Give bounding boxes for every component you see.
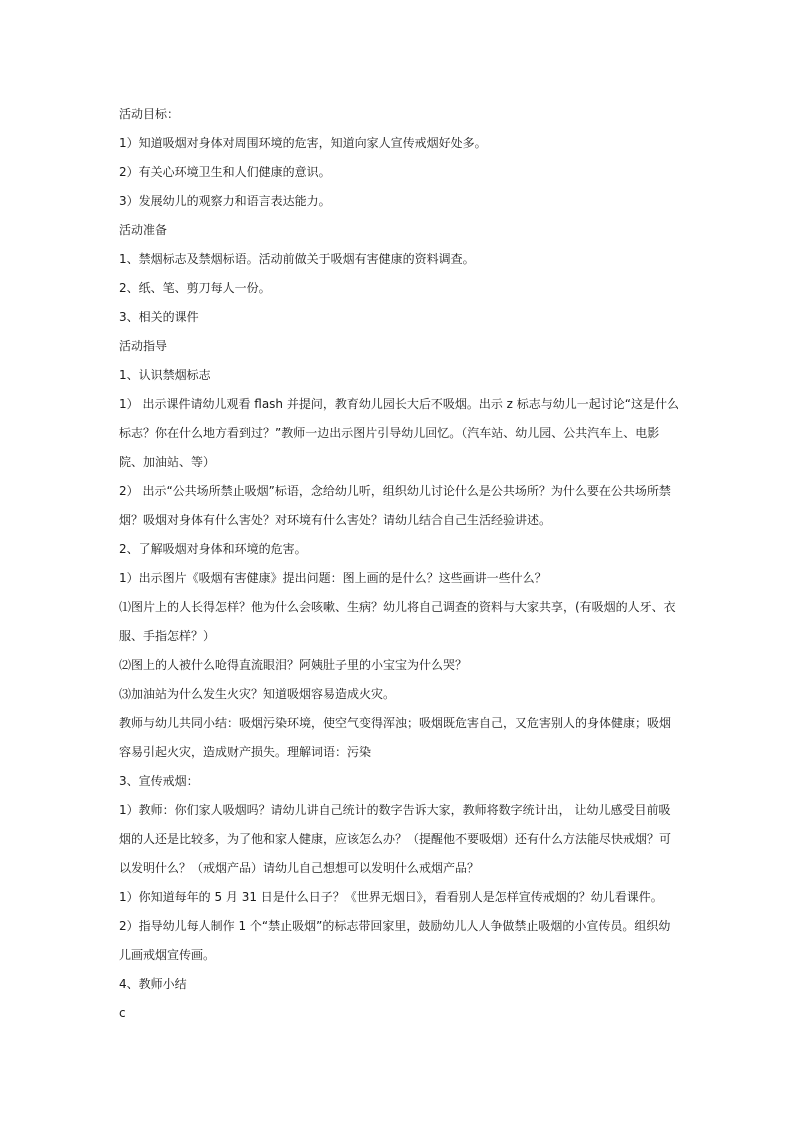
preparation-heading: 活动准备: [119, 223, 168, 237]
body-paragraph: ⑵图上的人被什么呛得直流眼泪？阿姨肚子里的小宝宝为什么哭？: [119, 658, 468, 672]
body-paragraph: ⑶加油站为什么发生火灾？知道吸烟容易造成火灾。: [119, 687, 396, 701]
preparation-item: 3、相关的课件: [119, 310, 199, 324]
guidance-heading: 活动指导: [119, 339, 168, 353]
body-paragraph: 1）出示图片《吸烟有害健康》提出问题：图上画的是什么？这些画讲一些什么？: [119, 571, 547, 585]
section-heading: 2、了解吸烟对身体和环境的危害。: [119, 542, 307, 556]
body-paragraph: 教师与幼儿共同小结：吸烟污染环境，使空气变得浑浊；吸烟既危害自己，又危害别人的身体健康；吸烟容易引起火灾，造成财产损失。理解词语：污染: [119, 716, 672, 759]
body-paragraph: 1）教师：你们家人吸烟吗？请幼儿讲自己统计的数字告诉大家，教师将数字统计出， 让幼儿感受目前吸烟的人还是比较多，为了他和家人健康，应该怎么办？（提醒他不要吸烟）还有什么方法能尽快戒烟？可以发明什么？（戒烟产品）请幼儿自己想想可以发明什么戒烟产品？: [119, 803, 672, 875]
goals-heading: 活动目标：: [119, 107, 180, 121]
trailing-text: c: [119, 1006, 126, 1020]
section-heading: 4、教师小结: [119, 977, 187, 991]
body-paragraph: ⑴图片上的人长得怎样？他为什么会咳嗽、生病？幼儿将自己调查的资料与大家共享，(有吸烟的人牙、衣服、手指怎样？）: [119, 600, 676, 643]
goal-item: 1）知道吸烟对身体对周围环境的危害，知道向家人宣传戒烟好处多。: [119, 136, 487, 150]
preparation-item: 2、纸、笔、剪刀每人一份。: [119, 281, 271, 295]
body-paragraph: 1）你知道每年的 5 月 31 日是什么日子？《世界无烟日》，看看别人是怎样宣传戒烟的？幼儿看课件。: [119, 890, 663, 904]
body-paragraph: 2）指导幼儿每人制作 1 个“禁止吸烟”的标志带回家里，鼓励幼儿人人争做禁止吸烟的小宣传员。组织幼儿画戒烟宣传画。: [119, 919, 671, 962]
body-paragraph: 2） 出示“公共场所禁止吸烟”标语，念给幼儿听，组织幼儿讨论什么是公共场所？为什么要在公共场所禁烟？吸烟对身体有什么害处？对环境有什么害处？请幼儿结合自己生活经验讲述。: [119, 484, 671, 527]
body-paragraph: 1） 出示课件请幼儿观看 flash 并提问，教育幼儿园长大后不吸烟。出示 z 标志与幼儿一起讨论“这是什么标志？你在什么地方看到过？”教师一边出示图片引导幼儿回忆。（汽车站、幼儿园、公共汽车上、电影院、加油站、等）: [119, 397, 679, 469]
preparation-item: 1、禁烟标志及禁烟标语。活动前做关于吸烟有害健康的资料调查。: [119, 252, 475, 266]
section-heading: 3、宣传戒烟：: [119, 774, 199, 788]
document-body: [119, 100, 679, 1028]
goal-item: 2）有关心环境卫生和人们健康的意识。: [119, 165, 331, 179]
section-heading: 1、认识禁烟标志: [119, 368, 211, 382]
goal-item: 3）发展幼儿的观察力和语言表达能力。: [119, 194, 331, 208]
